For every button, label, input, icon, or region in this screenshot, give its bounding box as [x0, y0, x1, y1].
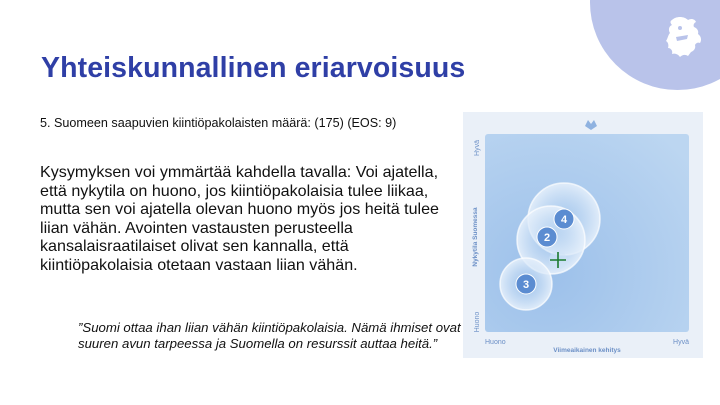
x-right-label: Hyvä [673, 339, 689, 346]
small-lion-icon [585, 120, 597, 130]
plus-marker-icon [549, 251, 567, 269]
question-subheading: 5. Suomeen saapuvien kiintiöpakolaisten määrä: (175) (EOS: 9) [40, 116, 397, 130]
x-left-label: Huono [485, 339, 506, 346]
slide-title: Yhteiskunnallinen eriarvoisuus [41, 52, 466, 84]
y-bottom-label: Huono [474, 311, 481, 333]
quadrant-figure [463, 112, 703, 358]
lion-emblem-icon [658, 10, 710, 62]
y-top-label: Hyvä [474, 140, 481, 156]
bubble-label-3: 3 [522, 279, 530, 291]
bubble-label-2: 2 [543, 232, 551, 244]
y-axis-label: Nykytila Suomessa [472, 207, 479, 267]
bubble-label-4: 4 [560, 214, 568, 226]
body-paragraph: Kysymyksen voi ymmärtää kahdella tavalla: Voi ajatella, että nykytila on huono, jos kiintiöpakolaisia tulee liikaa, mutta sen voi ajatella olevan huono myös jos heitä tulee liian vähän. Avointen vastausten perusteella kansalaisraatilaiset olivat sen kannalla, että kiintiöpakolaisia otetaan vastaan liian vähän. [40, 163, 440, 274]
x-axis-label: Viimeaikainen kehitys [553, 347, 621, 354]
respondent-quote: ”Suomi ottaa ihan liian vähän kiintiöpakolaisia. Nämä ihmiset ovat suuren avun tarpeessa ja Suomella on resurssit auttaa heitä.” [78, 320, 461, 351]
